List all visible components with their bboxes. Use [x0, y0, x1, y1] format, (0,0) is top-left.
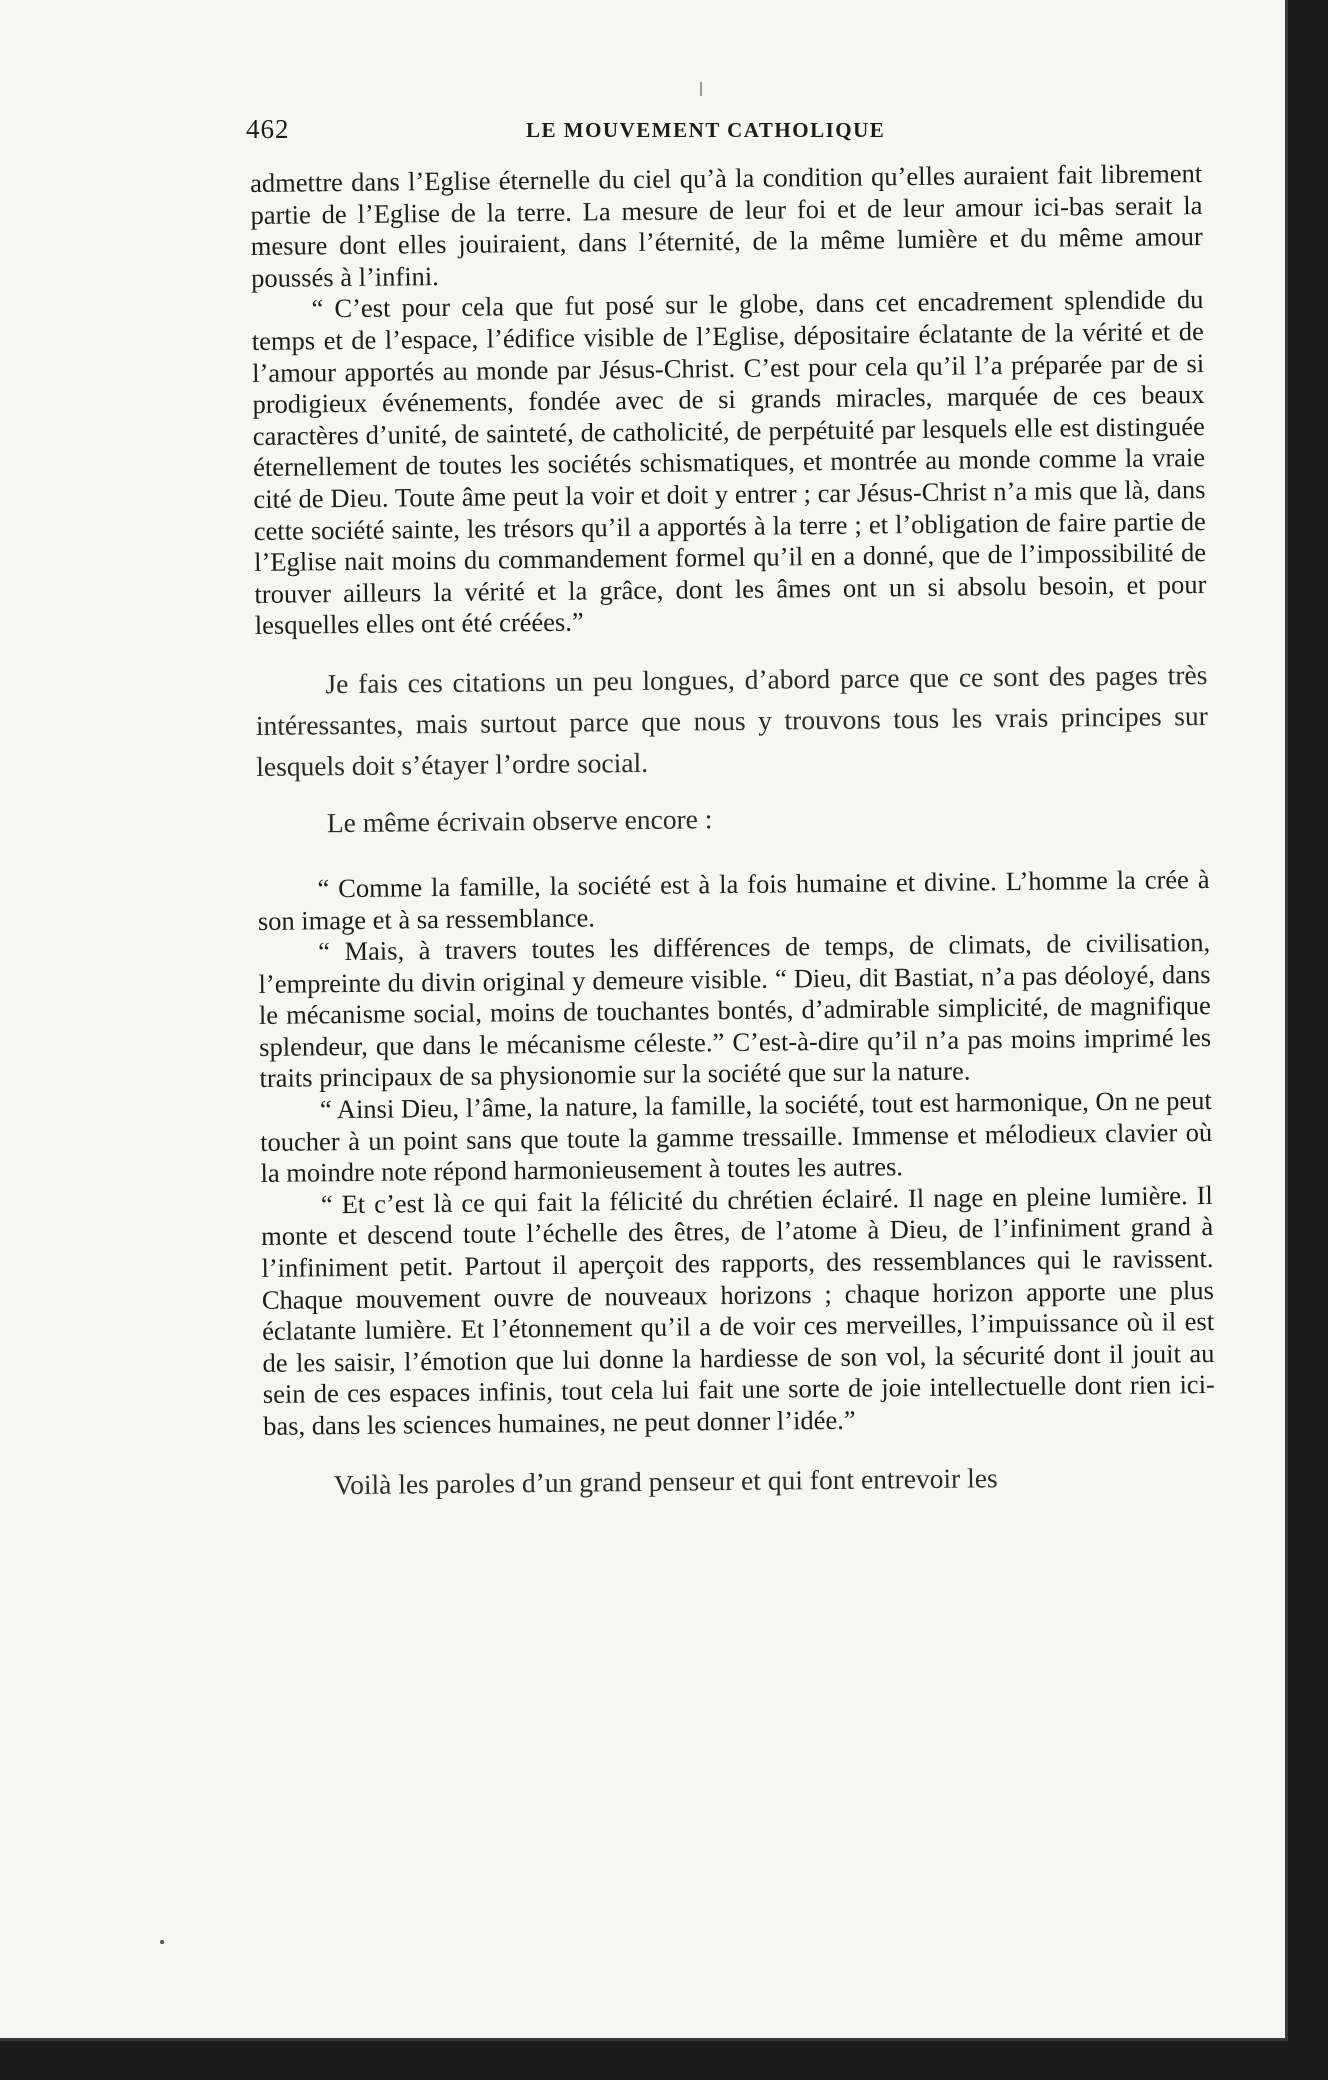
page-header: [246, 110, 1206, 150]
paragraph-quote-bastiat: “ Mais, à travers toutes les différences de temps, de climats, de civilisation, l’empreinte du divin original y demeure visible. “ Dieu, dit Bastiat, n’a pas déoloyé, dans le mécanisme social, moins de touchantes bontés, d’admirable simplicité, de magnifique splendeur, que dans le mécanisme céleste.” C’est-à-dire qu’il n’a pas moins imprimé les traits principaux de sa physionomie sur la société que sur la nature.: [258, 927, 1212, 1094]
scan-speck: [160, 1940, 164, 1944]
paragraph-intro-quote: Le même écrivain observe encore :: [326, 803, 713, 839]
paragraph-quote-family: “ Comme la famille, la société est à la fois humaine et divine. L’homme la crée à son image et à sa ressemblance.: [257, 863, 1210, 936]
paragraph-continuation: admettre dans l’Eglise éternelle du ciel qu’à la condition qu’elles auraient fait librement partie de l’Eglise de la terre. La mesure de leur foi et de leur amour ici-bas serait la mesure dont elles jouiraient, dans l’éternité, de la même lumière et du même amour poussés à l’infini.: [250, 158, 1203, 293]
running-title: LE MOUVEMENT CATHOLIQUE: [526, 118, 886, 142]
page-number: 462: [246, 114, 290, 144]
page-body: [250, 158, 1216, 1505]
scan-mark: [700, 82, 702, 96]
paragraph-quote-church: “ C’est pour cela que fut posé sur le globe, dans cet encadrement splendide du temps et de l’espace, l’édifice visible de l’Eglise, dépositaire éclatante de la vérité et de l’amour apportés au monde par Jésus-Christ. C’est pour cela qu’il l’a préparée par de si prodigieux événements, fondée avec de si grands miracles, marquée de ces beaux caractères d’unité, de sainteté, de catholicité, de perpétuité par lesquels elle est distinguée éternellement de toutes les sociétés schismatiques, et montrée au monde comme la vraie cité de Dieu. Toute âme peut la voir et doit y entrer ; car Jésus-Christ n’a mis que là, dans cette société sainte, les trésors qu’il a apportés à la terre ; et l’obligation de faire partie de l’Eglise nait moins du commandement formel qu’il en a donné, que de l’impossibilité de trouver ailleurs la vérité et la grâce, dont les âmes ont un si absolu besoin, et pour lesquelles elles ont été créées.”: [251, 284, 1207, 641]
paragraph-author-comment: Je fais ces citations un peu longues, d’abord parce que ce sont des pages très intéressantes, mais surtout parce que nous y trouvons tous les vrais principes sur lesquels doit s’étayer l’ordre social.: [255, 658, 1208, 782]
paragraph-quote-felicity: “ Et c’est là ce qui fait la félicité du chrétien éclairé. Il nage en pleine lumière. Il monte et descend toute l’échelle des êtres, de l’atome à Dieu, de l’infiniment grand à l’infiniment petit. Partout il aperçoit des rapports, des ressemblances qui le ravissent. Chaque mouvement ouvre de nouveaux horizons ; chaque horizon apporte une plus éclatante lumière. Et l’étonnement qu’il a de voir ces merveilles, l’impuissance où il est de les saisir, l’émotion que lui donne la hardiesse de son vol, la sécurité dont il jouit au sein de ces espaces infinis, tout cela lui fait une sorte de joie intellectuelle dont rien ici-bas, dans les sciences humaines, ne peut donner l’idée.”: [261, 1179, 1215, 1441]
paragraph-quote-harmony: “ Ainsi Dieu, l’âme, la nature, la famille, la société, tout est harmonique, On ne peut toucher à un point sans que toute la gamme tressaille. Immense et mélodieux clavier où la moindre note répond harmonieusement à toutes les autres.: [260, 1085, 1213, 1189]
paragraph-closing: Voilà les paroles d’un grand penseur et qui font entrevoir les: [333, 1461, 998, 1500]
